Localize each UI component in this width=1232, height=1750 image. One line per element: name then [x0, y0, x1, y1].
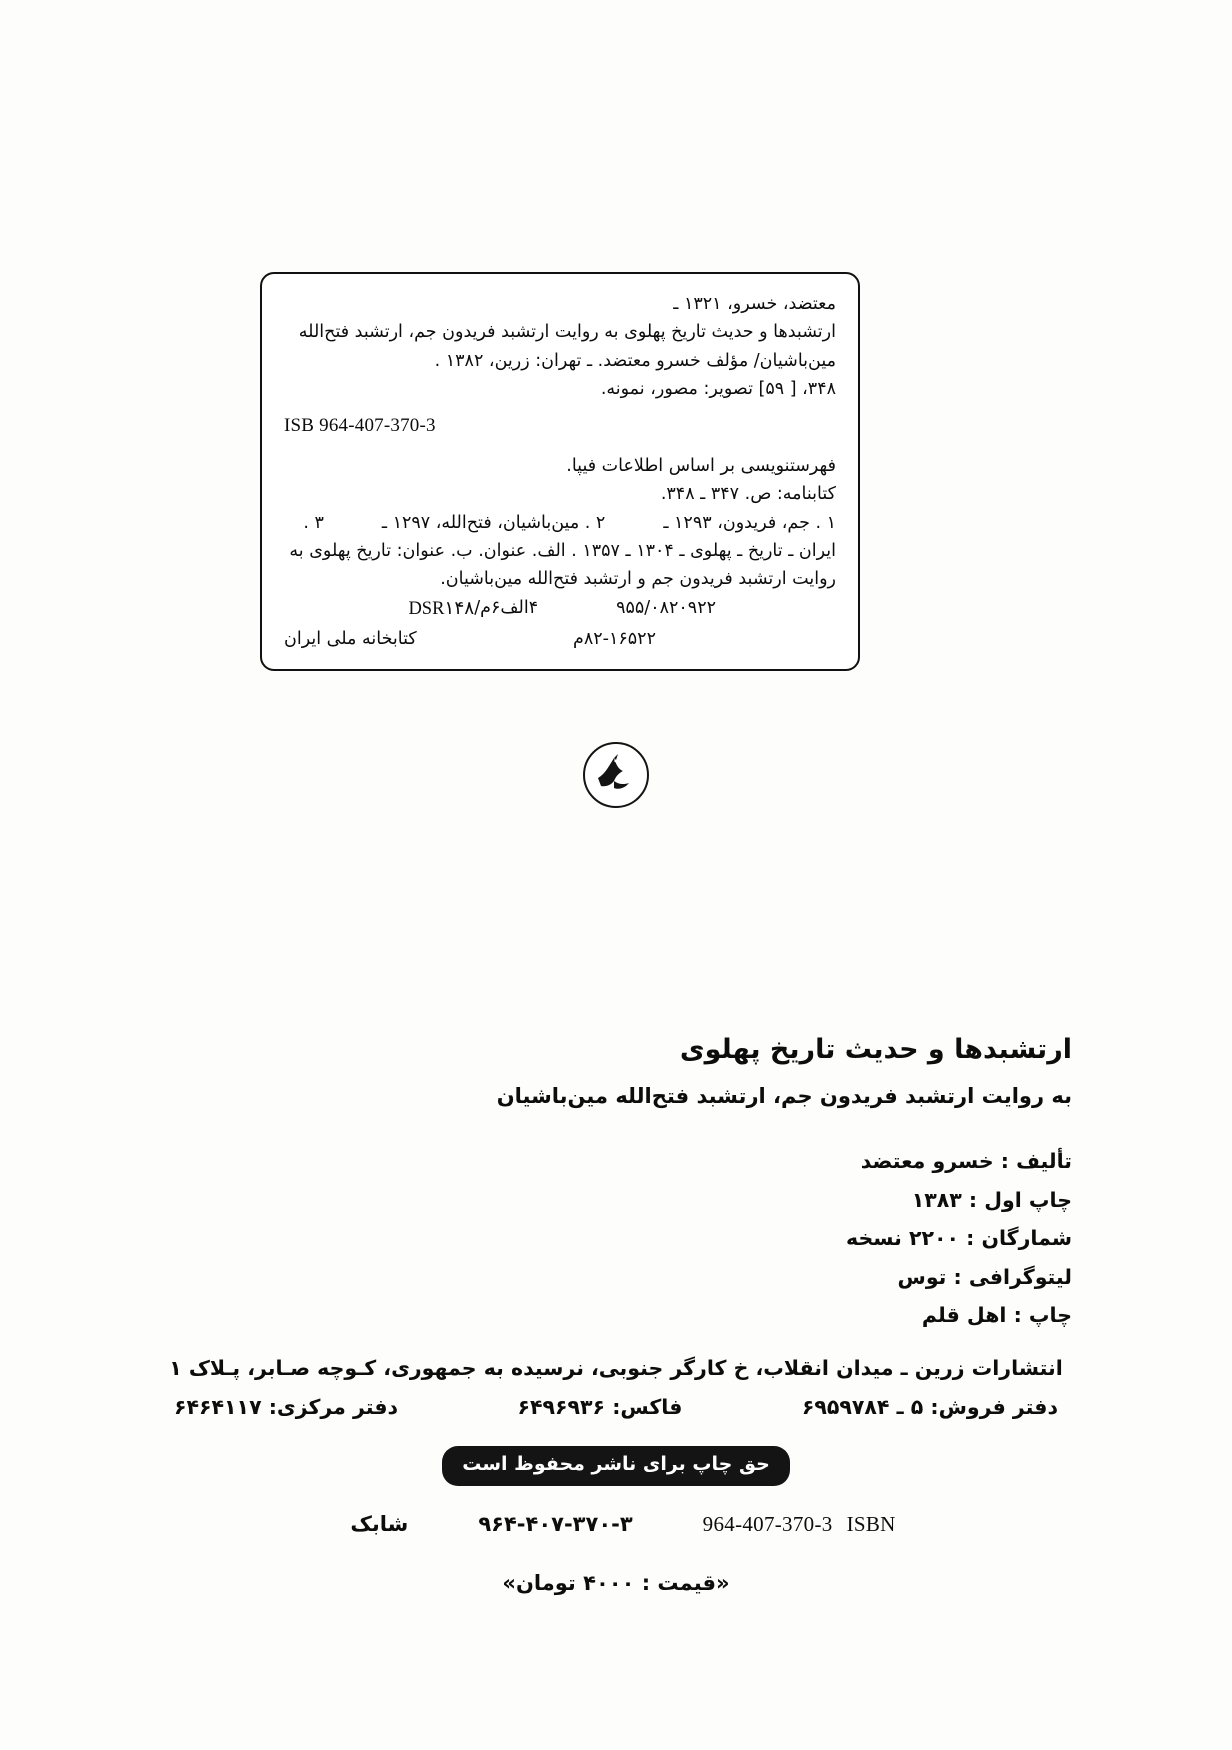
publication-details [160, 1142, 1072, 1335]
sales-office-value: ۶۹۵۹۷۸۴ [801, 1394, 890, 1419]
cip-bibliography-line: کتابنامه: ص. ۳۴۷ ـ ۳۴۸. [660, 484, 836, 505]
cip-subject-1: ۱ . جم، فریدون، ۱۲۹۳ ـ [663, 512, 836, 533]
isbn-row [160, 1512, 1072, 1537]
publisher-address: انتشارات زرین ـ میدان انقلاب، خ کارگر جنوبی، نرسیده به جمهوری، کـوچه صـابر، پـلاک ۱ [169, 1355, 1063, 1380]
cip-subject-iran-line: ایران ـ تاریخ ـ پهلوی ـ ۱۳۰۴ ـ ۱۳۵۷ . الف. عنوان. ب. عنوان: تاریخ پهلوی به [289, 540, 836, 561]
publisher-logo-wrap [0, 742, 1232, 808]
central-office-phone [174, 1390, 398, 1425]
printing-house-line: چاپ : اهل قلم [921, 1303, 1072, 1328]
lithography-line: لیتوگرافی : توس [897, 1264, 1072, 1289]
cip-author-line: معتضد، خسرو، ۱۳۲۱ ـ [673, 294, 836, 314]
central-office-value: ۶۴۶۴۱۱۷ [174, 1394, 262, 1419]
cip-isbn-line: ISB 964-407-370-3 [284, 415, 436, 437]
fax-value: ۶۴۹۶۹۳۶ [517, 1394, 606, 1419]
cip-subject-3: ۳ . [303, 512, 324, 533]
cip-subject-2: ۲ . مین‌باشیان، فتح‌الله، ۱۲۹۷ ـ [381, 512, 606, 533]
edition-line: چاپ اول : ۱۳۸۳ [911, 1187, 1072, 1212]
cip-collation-line: ۳۴۸، [ ۵۹] تصویر: مصور، نمونه. [600, 379, 836, 400]
price-line: «قیمت : ۴۰۰۰ تومان» [502, 1570, 730, 1595]
sales-office-label: دفتر فروش: ۵ ـ [896, 1394, 1058, 1419]
isbn-label-fa: شابک [350, 1511, 409, 1536]
cip-national-library-label: کتابخانه ملی ایران [284, 629, 417, 650]
cip-subject-row [284, 509, 836, 537]
rights-wrap [160, 1446, 1072, 1486]
isbn-label-en: ISBN [846, 1511, 896, 1536]
isbn-value-en: 964-407-370-3 [702, 1511, 833, 1536]
cip-record-number: ۸۲-۱۶۵۲۲م [573, 629, 656, 650]
cip-title-line-2: مین‌باشیان/ مؤلف خسرو معتضد. ـ تهران: زرین، ۱۳۸۲ . [434, 350, 836, 371]
contact-row [174, 1390, 1058, 1425]
spacer [605, 509, 663, 537]
cip-call-number-row [284, 594, 836, 625]
print-run-line: شمارگان : ۲۲۰۰ نسخه [846, 1226, 1072, 1251]
cip-national-library-row [284, 625, 836, 655]
isbn-value-fa: ۹۶۴-۴۰۷-۳۷۰-۳ [478, 1511, 633, 1536]
fax-number [517, 1390, 682, 1425]
book-title: ارتشبدها و حدیث تاریخ پهلوی [679, 1034, 1072, 1065]
cip-title-line-1: ارتشبدها و حدیث تاریخ پهلوی به روایت ارتشبد فریدون جم، ارتشبد فتح‌الله [298, 322, 836, 343]
publisher-bird-emblem-icon [583, 742, 649, 808]
sales-office-phone [802, 1390, 1058, 1425]
central-office-label: دفتر مرکزی: [268, 1394, 399, 1419]
copyright-notice-badge: حق چاپ برای ناشر محفوظ است [442, 1446, 790, 1486]
author-line: تألیف : خسرو معتضد [860, 1149, 1072, 1173]
spacer [324, 509, 382, 537]
cip-dewey-number: ۹۵۵/۰۸۲۰۹۲۲ [616, 597, 716, 618]
spacer [538, 594, 616, 625]
colophon-block [160, 1030, 1072, 1595]
cip-added-entry-line: روایت ارتشبد فریدون جم و ارتشبد فتح‌الله مین‌باشیان. [440, 569, 836, 590]
cip-cataloging-box [260, 272, 860, 671]
book-subtitle: به روایت ارتشبد فریدون جم، ارتشبد فتح‌الله مین‌باشیان [496, 1083, 1072, 1108]
cip-fipa-note-line: فهرستنویسی بر اساس اطلاعات فیپا. [566, 455, 836, 476]
cip-call-number-fa: ۴الف۶م/ [474, 597, 539, 618]
cip-call-number-en: DSR۱۴۸ [408, 598, 475, 619]
fax-label: فاکس: [612, 1394, 683, 1419]
